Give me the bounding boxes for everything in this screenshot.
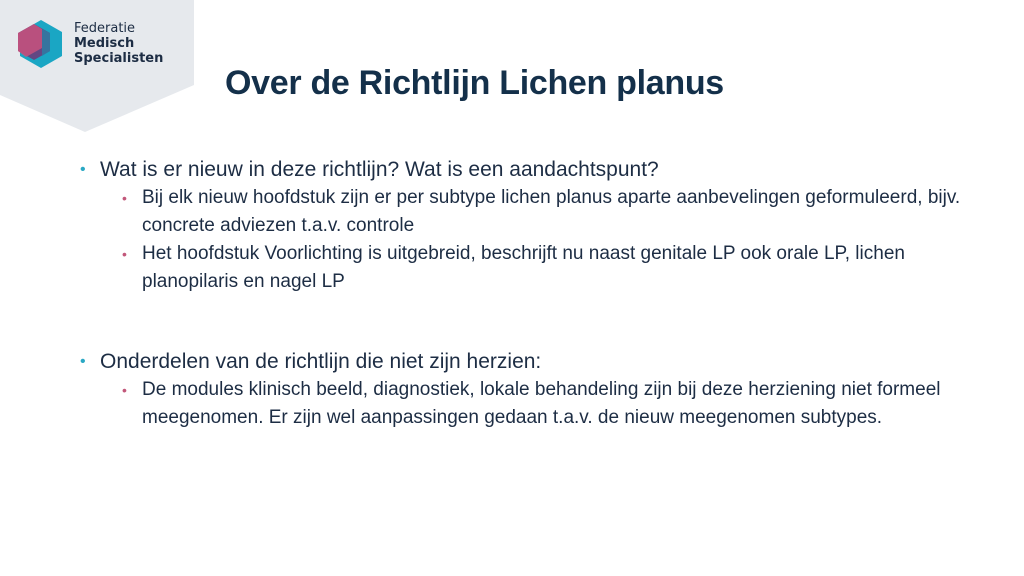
- sub-bullet-dot-icon: •: [122, 190, 127, 206]
- brand-line-1: Federatie: [74, 20, 136, 36]
- sub-bullet-text: Het hoofdstuk Voorlichting is uitgebreid, beschrijft nu naast genitale LP ook orale LP, lichen planopilaris en nagel LP: [142, 243, 905, 292]
- slide-title: Over de Richtlijn Lichen planus: [225, 64, 724, 102]
- sub-bullet-text: Bij elk nieuw hoofdstuk zijn er per subtype lichen planus aparte aanbevelingen geformuleerd, bijv. concrete adviezen t.a.v. controle: [142, 187, 961, 236]
- bullet-not-revised: [80, 348, 984, 376]
- bullet-dot-icon: •: [80, 161, 86, 178]
- bullet-new-in-guideline: [80, 156, 984, 184]
- sub-bullet-dot-icon: •: [122, 382, 127, 398]
- brand-name: [74, 21, 163, 66]
- sub-bullet-text: De modules klinisch beeld, diagnostiek, lokale behandeling zijn bij deze herziening niet formeel meegenomen. Er zijn wel aanpassingen gedaan t.a.v. de nieuw meegenomen subtypes.: [142, 379, 941, 428]
- bullet-text: Wat is er nieuw in deze richtlijn? Wat is een aandachtspunt?: [100, 158, 659, 181]
- sub-bullet: [122, 184, 984, 240]
- brand-line-3: Specialisten: [74, 50, 164, 66]
- brand-logo[interactable]: [16, 18, 163, 68]
- sub-bullet-dot-icon: •: [122, 246, 127, 262]
- brand-line-2: Medisch: [74, 35, 135, 51]
- federatie-logo-icon: [16, 18, 66, 68]
- sub-bullet: [122, 376, 984, 432]
- bullet-text: Onderdelen van de richtlijn die niet zijn herzien:: [100, 350, 542, 373]
- bullet-dot-icon: •: [80, 353, 86, 370]
- slide-content: [80, 156, 984, 432]
- sub-bullet: [122, 240, 984, 296]
